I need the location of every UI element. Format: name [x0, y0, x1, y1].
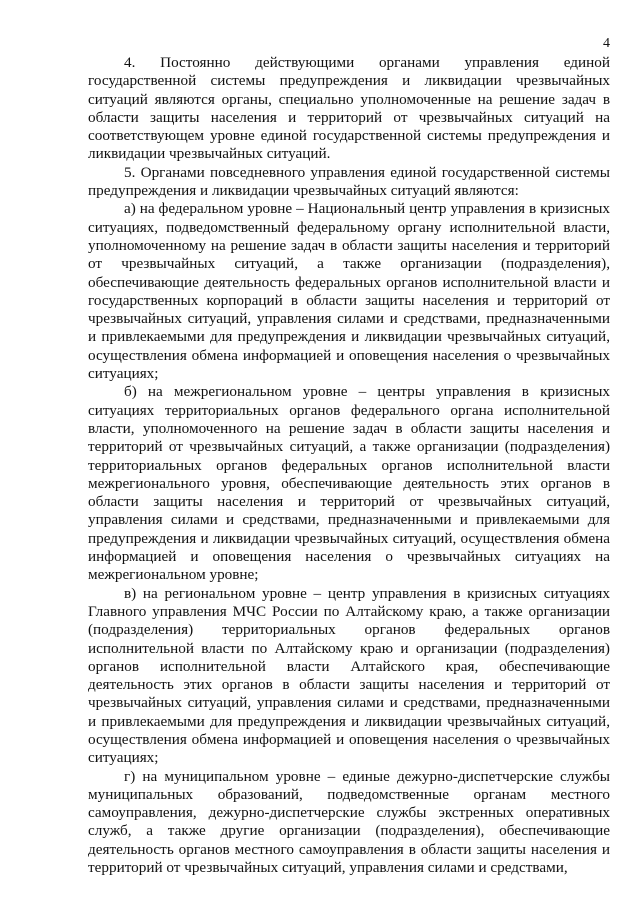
subparagraph-b-interregional: б) на межрегиональном уровне – центры управления в кризисных ситуациях территориальных органов федерального органа исполнительной власти, уполномоченного на решение задач в области защиты населения и территорий от чрезвычайных ситуаций, а также организации (подразделения) территориальных органов федеральных органов исполнительной власти межрегионального уровня, обеспечивающие деятельность этих органов в области защиты населения и территорий от чрезвычайных ситуаций, управления силами и средствами, предназначенными и привлекаемыми для предупреждения и ликвидации чрезвычайных ситуаций, осуществления обмена информацией и оповещения населения о чрезвычайных ситуациях на межрегиональном уровне;	[88, 383, 610, 584]
page-number: 4	[603, 36, 610, 51]
document-body	[88, 54, 610, 877]
paragraph-item-4: 4. Постоянно действующими органами управления единой государственной системы предупреждения и ликвидации чрезвычайных ситуаций являются органы, специально уполномоченные на решение задач в области защиты населения и территорий от чрезвычайных ситуаций на соответствующем уровне единой государственной системы предупреждения и ликвидации чрезвычайных ситуаций.	[88, 54, 610, 163]
subparagraph-a-federal: а) на федеральном уровне – Национальный центр управления в кризисных ситуациях, подведомственный федеральному органу исполнительной власти, уполномоченному на решение задач в области защиты населения и территорий от чрезвычайных ситуаций, а также организации (подразделения), обеспечивающие деятельность федеральных органов исполнительной власти и государственных корпораций в области защиты населения и территорий от чрезвычайных ситуаций, управления силами и средствами, предназначенными и привлекаемыми для предупреждения и ликвидации чрезвычайных ситуаций, осуществления обмена информацией и оповещения населения о чрезвычайных ситуациях;	[88, 200, 610, 383]
subparagraph-g-municipal: г) на муниципальном уровне – единые дежурно-диспетчерские службы муниципальных образований, подведомственные органам местного самоуправления, дежурно-диспетчерские службы экстренных оперативных служб, а также другие организации (подразделения), обеспечивающие деятельность органов местного самоуправления в области защиты населения и территорий от чрезвычайных ситуаций, управления силами и средствами,	[88, 767, 610, 877]
subparagraph-v-regional: в) на региональном уровне – центр управления в кризисных ситуациях Главного управления МЧС России по Алтайскому краю, а также организации (подразделения) территориальных органов федеральных органов исполнительной власти по Алтайскому краю и организации (подразделения) органов исполнительной власти Алтайского края, обеспечивающие деятельность этих органов в области защиты населения и территорий от чрезвычайных ситуаций, управления силами и средствами, предназначенными и привлекаемыми для предупреждения и ликвидации чрезвычайных ситуаций, осуществления обмена информацией и оповещения населения о чрезвычайных ситуациях;	[88, 584, 610, 767]
paragraph-item-5: 5. Органами повседневного управления единой государственной системы предупреждения и ликвидации чрезвычайных ситуаций являются:	[88, 163, 610, 200]
